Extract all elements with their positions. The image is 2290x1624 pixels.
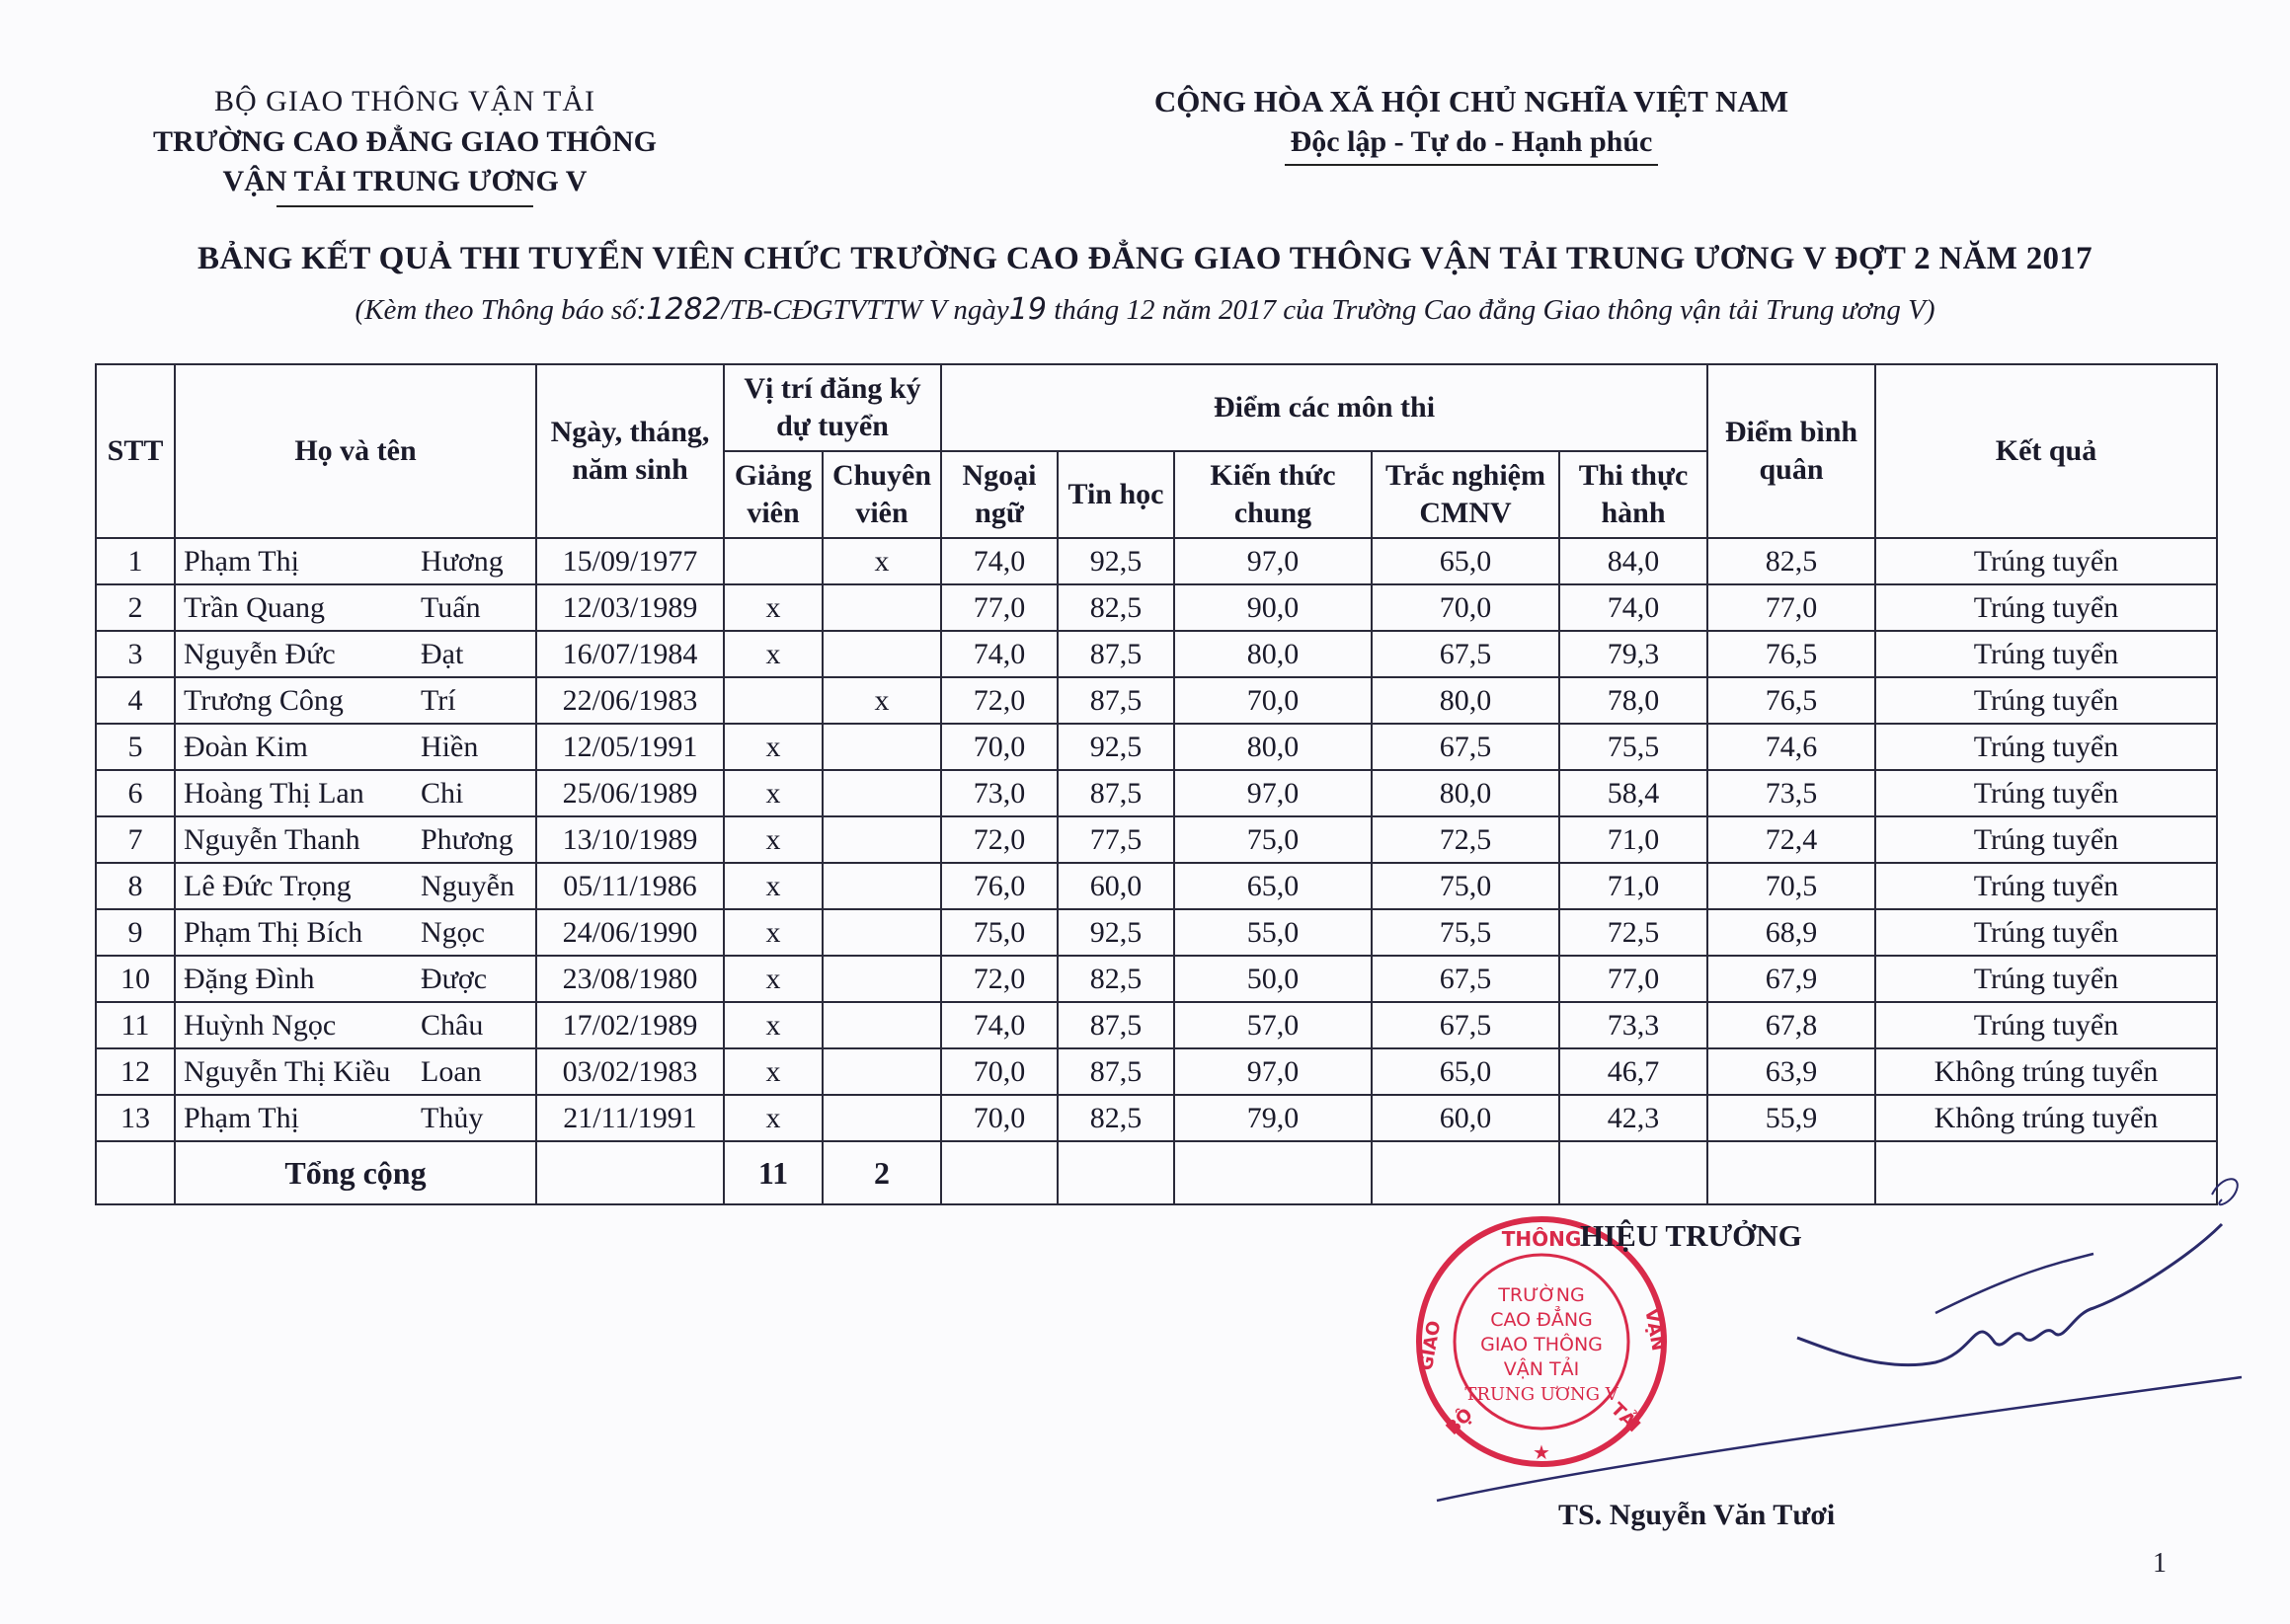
family-name: Nguyễn Thị Kiều — [184, 1055, 391, 1088]
cell-practice: 71,0 — [1559, 816, 1707, 863]
cell-name — [175, 1048, 536, 1095]
cell-name — [175, 631, 536, 677]
cell-lecturer: x — [724, 863, 823, 909]
cell-result: Trúng tuyển — [1875, 538, 2217, 584]
cell-mcq: 65,0 — [1372, 538, 1559, 584]
header-it: Tin học — [1058, 451, 1174, 538]
family-name: Đoàn Kim — [184, 731, 308, 763]
school-name-line1: TRƯỜNG CAO ĐẲNG GIAO THÔNG — [152, 125, 658, 158]
header-result: Kết quả — [1875, 364, 2217, 538]
cell-result: Trúng tuyển — [1875, 584, 2217, 631]
header-average: Điểm bình quân — [1707, 364, 1875, 538]
stamp-text-bottom-right: TẢI — [1606, 1399, 1644, 1437]
stamp-text-left: GIAO — [1415, 1319, 1446, 1372]
cell-dob: 05/11/1986 — [536, 863, 724, 909]
cell-dob: 25/06/1989 — [536, 770, 724, 816]
cell-stt: 6 — [96, 770, 175, 816]
header-foreign-language: Ngoại ngữ — [941, 451, 1058, 538]
cell-average: 77,0 — [1707, 584, 1875, 631]
stamp-inner-line4: VẬN TẢI — [1503, 1358, 1580, 1380]
cell-mcq: 72,5 — [1372, 816, 1559, 863]
given-name: Hương — [421, 545, 504, 578]
header-specialist: Chuyên viên — [823, 451, 941, 538]
cell-lecturer: x — [724, 724, 823, 770]
cell-average: 55,9 — [1707, 1095, 1875, 1141]
header-scores: Điểm các môn thi — [941, 364, 1707, 451]
cell-stt: 8 — [96, 863, 175, 909]
header-stt: STT — [96, 364, 175, 538]
cell-lecturer: x — [724, 816, 823, 863]
cell-name — [175, 1002, 536, 1048]
cell-stt: 10 — [96, 956, 175, 1002]
stamp-text-right: VẬN — [1640, 1307, 1669, 1353]
family-name: Nguyễn Đức — [184, 638, 336, 670]
cell-dob: 12/05/1991 — [536, 724, 724, 770]
cell-result: Trúng tuyển — [1875, 956, 2217, 1002]
cell-it: 87,5 — [1058, 631, 1174, 677]
header-mcq: Trắc nghiệm CMNV — [1372, 451, 1559, 538]
cell-stt: 7 — [96, 816, 175, 863]
cell-average: 67,9 — [1707, 956, 1875, 1002]
cell-specialist: x — [823, 538, 941, 584]
cell-name — [175, 909, 536, 956]
cell-foreign-language: 73,0 — [941, 770, 1058, 816]
cell-general-knowledge: 65,0 — [1174, 863, 1372, 909]
cell-general-knowledge: 97,0 — [1174, 538, 1372, 584]
cell-foreign-language: 75,0 — [941, 909, 1058, 956]
cell-mcq: 80,0 — [1372, 770, 1559, 816]
family-name: Lê Đức Trọng — [184, 870, 352, 902]
cell-average: 68,9 — [1707, 909, 1875, 956]
issuer-block — [99, 81, 711, 207]
document-title: BẢNG KẾT QUẢ THI TUYỂN VIÊN CHỨC TRƯỜNG CAO ĐẲNG GIAO THÔNG VẬN TẢI TRUNG ƯƠNG V ĐỢT 2 NĂM 2017 — [197, 241, 2093, 276]
cell-average: 67,8 — [1707, 1002, 1875, 1048]
table-row — [96, 584, 2217, 631]
cell-practice: 77,0 — [1559, 956, 1707, 1002]
cell-general-knowledge: 55,0 — [1174, 909, 1372, 956]
footer-empty — [1058, 1141, 1174, 1204]
cell-specialist: x — [823, 677, 941, 724]
family-name: Đặng Đình — [184, 963, 315, 995]
country-name: CỘNG HÒA XÃ HỘI CHỦ NGHĨA VIỆT NAM — [1153, 84, 1789, 118]
cell-name — [175, 1095, 536, 1141]
family-name: Trần Quang — [184, 591, 326, 624]
notice-number: 1282 — [646, 292, 722, 327]
cell-it: 82,5 — [1058, 584, 1174, 631]
cell-general-knowledge: 80,0 — [1174, 724, 1372, 770]
issuer-underline — [276, 205, 533, 207]
cell-dob: 03/02/1983 — [536, 1048, 724, 1095]
table-row — [96, 677, 2217, 724]
table-row — [96, 538, 2217, 584]
cell-average: 76,5 — [1707, 677, 1875, 724]
cell-average: 76,5 — [1707, 631, 1875, 677]
given-name: Ngọc — [421, 916, 485, 949]
given-name: Được — [421, 963, 488, 995]
cell-it: 87,5 — [1058, 1048, 1174, 1095]
cell-specialist — [823, 724, 941, 770]
stamp-inner-line1: TRƯỜNG — [1498, 1284, 1585, 1306]
family-name: Phạm Thị — [184, 1102, 299, 1134]
cell-it: 92,5 — [1058, 724, 1174, 770]
cell-practice: 46,7 — [1559, 1048, 1707, 1095]
cell-it: 77,5 — [1058, 816, 1174, 863]
cell-practice: 78,0 — [1559, 677, 1707, 724]
cell-foreign-language: 70,0 — [941, 1048, 1058, 1095]
cell-dob: 17/02/1989 — [536, 1002, 724, 1048]
cell-lecturer: x — [724, 1095, 823, 1141]
footer-empty — [96, 1141, 175, 1204]
cell-average: 63,9 — [1707, 1048, 1875, 1095]
cell-stt: 9 — [96, 909, 175, 956]
cell-foreign-language: 76,0 — [941, 863, 1058, 909]
cell-dob: 12/03/1989 — [536, 584, 724, 631]
cell-lecturer: x — [724, 631, 823, 677]
cell-name — [175, 956, 536, 1002]
stamp-star: ★ — [1533, 1442, 1550, 1464]
cell-general-knowledge: 70,0 — [1174, 677, 1372, 724]
family-name: Phạm Thị — [184, 545, 299, 578]
table-row — [96, 724, 2217, 770]
cell-practice: 79,3 — [1559, 631, 1707, 677]
cell-result: Trúng tuyển — [1875, 770, 2217, 816]
cell-lecturer: x — [724, 909, 823, 956]
cell-dob: 15/09/1977 — [536, 538, 724, 584]
family-name: Huỳnh Ngọc — [184, 1009, 337, 1042]
header-lecturer: Giảng viên — [724, 451, 823, 538]
cell-foreign-language: 70,0 — [941, 724, 1058, 770]
cell-lecturer — [724, 538, 823, 584]
cell-name — [175, 724, 536, 770]
family-name: Hoàng Thị Lan — [184, 777, 364, 810]
cell-mcq: 67,5 — [1372, 724, 1559, 770]
cell-average: 70,5 — [1707, 863, 1875, 909]
cell-general-knowledge: 75,0 — [1174, 816, 1372, 863]
given-name: Phương — [421, 823, 513, 856]
page-number: 1 — [2153, 1548, 2167, 1579]
cell-specialist — [823, 816, 941, 863]
stamp-inner-line3: GIAO THÔNG — [1480, 1334, 1603, 1355]
cell-mcq: 70,0 — [1372, 584, 1559, 631]
cell-lecturer: x — [724, 584, 823, 631]
stamp-text-top: THÔNG — [1501, 1227, 1582, 1251]
cell-it: 87,5 — [1058, 770, 1174, 816]
cell-general-knowledge: 79,0 — [1174, 1095, 1372, 1141]
footer-lecturer-total: 11 — [724, 1141, 823, 1204]
given-name: Tuấn — [421, 591, 481, 624]
notice-day: 19 — [1008, 292, 1047, 327]
table-row — [96, 1095, 2217, 1141]
cell-lecturer — [724, 677, 823, 724]
cell-dob: 22/06/1983 — [536, 677, 724, 724]
cell-lecturer: x — [724, 956, 823, 1002]
cell-it: 82,5 — [1058, 1095, 1174, 1141]
table-row — [96, 1048, 2217, 1095]
cell-stt: 12 — [96, 1048, 175, 1095]
signer-name: TS. Nguyễn Văn Tươi — [1558, 1499, 1836, 1531]
cell-practice: 72,5 — [1559, 909, 1707, 956]
cell-mcq: 67,5 — [1372, 956, 1559, 1002]
header-name: Họ và tên — [175, 364, 536, 538]
cell-it: 60,0 — [1058, 863, 1174, 909]
cell-result: Không trúng tuyển — [1875, 1095, 2217, 1141]
cell-mcq: 75,0 — [1372, 863, 1559, 909]
cell-mcq: 65,0 — [1372, 1048, 1559, 1095]
cell-foreign-language: 74,0 — [941, 1002, 1058, 1048]
cell-name — [175, 538, 536, 584]
cell-result: Trúng tuyển — [1875, 1002, 2217, 1048]
cell-foreign-language: 77,0 — [941, 584, 1058, 631]
cell-dob: 13/10/1989 — [536, 816, 724, 863]
footer-empty — [941, 1141, 1058, 1204]
cell-mcq: 67,5 — [1372, 1002, 1559, 1048]
subtitle-part1: (Kèm theo Thông báo số: — [355, 294, 647, 326]
cell-it: 92,5 — [1058, 538, 1174, 584]
cell-it: 92,5 — [1058, 909, 1174, 956]
cell-average: 72,4 — [1707, 816, 1875, 863]
cell-specialist — [823, 956, 941, 1002]
cell-practice: 71,0 — [1559, 863, 1707, 909]
cell-specialist — [823, 909, 941, 956]
given-name: Thủy — [421, 1102, 484, 1134]
cell-general-knowledge: 57,0 — [1174, 1002, 1372, 1048]
cell-lecturer: x — [724, 1048, 823, 1095]
table-row — [96, 816, 2217, 863]
cell-name — [175, 677, 536, 724]
cell-stt: 2 — [96, 584, 175, 631]
cell-foreign-language: 72,0 — [941, 956, 1058, 1002]
table-row — [96, 631, 2217, 677]
header-practice: Thi thực hành — [1559, 451, 1707, 538]
cell-specialist — [823, 1048, 941, 1095]
stamp-inner-line5: TRUNG ƯƠNG V — [1464, 1384, 1619, 1405]
cell-dob: 23/08/1980 — [536, 956, 724, 1002]
header-dob: Ngày, tháng, năm sinh — [536, 364, 724, 538]
footer-empty — [1174, 1141, 1372, 1204]
cell-it: 82,5 — [1058, 956, 1174, 1002]
cell-result: Trúng tuyển — [1875, 863, 2217, 909]
cell-foreign-language: 72,0 — [941, 677, 1058, 724]
cell-specialist — [823, 1095, 941, 1141]
cell-stt: 4 — [96, 677, 175, 724]
cell-specialist — [823, 770, 941, 816]
cell-practice: 42,3 — [1559, 1095, 1707, 1141]
cell-practice: 75,5 — [1559, 724, 1707, 770]
cell-result: Trúng tuyển — [1875, 724, 2217, 770]
cell-lecturer: x — [724, 1002, 823, 1048]
cell-dob: 16/07/1984 — [536, 631, 724, 677]
cell-average: 82,5 — [1707, 538, 1875, 584]
cell-foreign-language: 74,0 — [941, 631, 1058, 677]
cell-stt: 13 — [96, 1095, 175, 1141]
family-name: Trương Công — [184, 684, 344, 717]
family-name: Nguyễn Thanh — [184, 823, 360, 856]
cell-general-knowledge: 50,0 — [1174, 956, 1372, 1002]
header-position: Vị trí đăng ký dự tuyển — [724, 364, 941, 451]
table-row — [96, 909, 2217, 956]
given-name: Chi — [421, 777, 464, 810]
cell-result: Không trúng tuyển — [1875, 1048, 2217, 1095]
cell-practice: 74,0 — [1559, 584, 1707, 631]
table-row — [96, 770, 2217, 816]
cell-result: Trúng tuyển — [1875, 909, 2217, 956]
motto: Độc lập - Tự do - Hạnh phúc — [1285, 122, 1659, 166]
cell-result: Trúng tuyển — [1875, 677, 2217, 724]
table-row — [96, 1002, 2217, 1048]
cell-specialist — [823, 863, 941, 909]
cell-foreign-language: 72,0 — [941, 816, 1058, 863]
cell-result: Trúng tuyển — [1875, 631, 2217, 677]
cell-mcq: 67,5 — [1372, 631, 1559, 677]
cell-stt: 11 — [96, 1002, 175, 1048]
table-row — [96, 863, 2217, 909]
cell-practice: 84,0 — [1559, 538, 1707, 584]
table-row — [96, 956, 2217, 1002]
signer-title: HIỆU TRƯỞNG — [1580, 1218, 1802, 1253]
cell-mcq: 75,5 — [1372, 909, 1559, 956]
family-name: Phạm Thị Bích — [184, 916, 363, 949]
footer-specialist-total: 2 — [823, 1141, 941, 1204]
cell-general-knowledge: 80,0 — [1174, 631, 1372, 677]
footer-label: Tổng cộng — [175, 1141, 536, 1204]
cell-name — [175, 863, 536, 909]
cell-practice: 58,4 — [1559, 770, 1707, 816]
header-general-knowledge: Kiến thức chung — [1174, 451, 1372, 538]
cell-it: 87,5 — [1058, 1002, 1174, 1048]
cell-name — [175, 816, 536, 863]
cell-name — [175, 584, 536, 631]
cell-average: 73,5 — [1707, 770, 1875, 816]
given-name: Hiền — [421, 731, 479, 763]
cell-foreign-language: 74,0 — [941, 538, 1058, 584]
cell-specialist — [823, 631, 941, 677]
footer-empty — [536, 1141, 724, 1204]
cell-foreign-language: 70,0 — [941, 1095, 1058, 1141]
cell-dob: 21/11/1991 — [536, 1095, 724, 1141]
cell-it: 87,5 — [1058, 677, 1174, 724]
subtitle-part2: /TB-CĐGTVTTW V ngày — [721, 294, 1009, 326]
cell-mcq: 80,0 — [1372, 677, 1559, 724]
cell-name — [175, 770, 536, 816]
results-table — [95, 363, 2218, 1205]
cell-general-knowledge: 90,0 — [1174, 584, 1372, 631]
given-name: Loan — [421, 1055, 482, 1088]
subtitle-part3: tháng 12 năm 2017 của Trường Cao đẳng Giao thông vận tải Trung ương V) — [1046, 294, 1935, 326]
cell-average: 74,6 — [1707, 724, 1875, 770]
cell-dob: 24/06/1990 — [536, 909, 724, 956]
cell-stt: 5 — [96, 724, 175, 770]
stamp-text-bottom-left: BỘ — [1442, 1404, 1477, 1439]
given-name: Châu — [421, 1009, 484, 1042]
ministry-name: BỘ GIAO THÔNG VẬN TẢI — [214, 85, 595, 117]
stamp-inner-line2: CAO ĐẲNG — [1490, 1309, 1593, 1331]
cell-practice: 73,3 — [1559, 1002, 1707, 1048]
given-name: Nguyễn — [421, 870, 514, 902]
document-subtitle — [0, 292, 2290, 327]
cell-result: Trúng tuyển — [1875, 816, 2217, 863]
cell-general-knowledge: 97,0 — [1174, 770, 1372, 816]
cell-lecturer: x — [724, 770, 823, 816]
cell-general-knowledge: 97,0 — [1174, 1048, 1372, 1095]
national-motto-block — [1086, 81, 1856, 166]
given-name: Trí — [421, 684, 456, 717]
cell-specialist — [823, 584, 941, 631]
cell-specialist — [823, 1002, 941, 1048]
cell-mcq: 60,0 — [1372, 1095, 1559, 1141]
cell-stt: 3 — [96, 631, 175, 677]
given-name: Đạt — [421, 638, 464, 670]
cell-stt: 1 — [96, 538, 175, 584]
school-name-line2: VẬN TẢI TRUNG ƯƠNG V — [222, 165, 588, 197]
